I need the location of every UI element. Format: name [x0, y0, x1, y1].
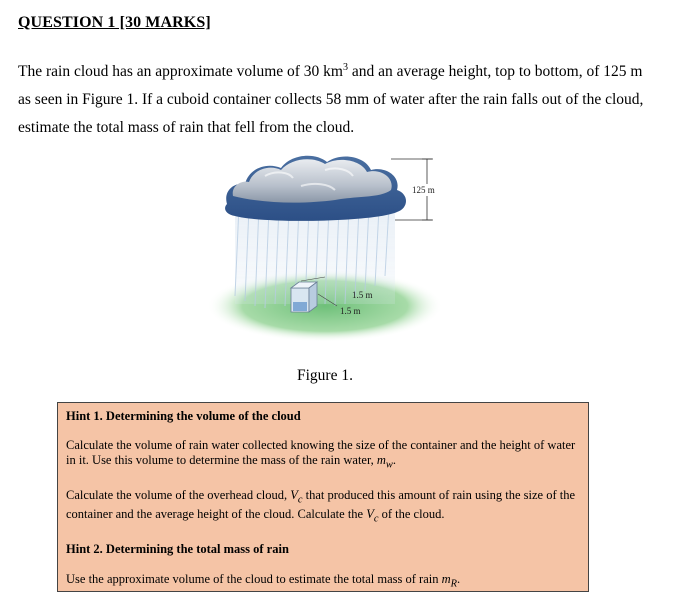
problem-text-2: and an average height, top to bottom, of 125 m as seen in Figure 1. If a cuboid container collects 58 mm of water after the rain falls out of the cloud, estimate the total mass of rain that fell from the cloud.	[18, 63, 644, 136]
figure-1	[205, 146, 455, 356]
cuboid-container	[291, 282, 317, 312]
hint1-paragraph1: Calculate the volume of rain water collected knowing the size of the container and the height of water in it. Use this volume to determine the mass of the rain water, $m_w$.	[66, 438, 576, 471]
problem-text-1: The rain cloud has an approximate volume of 30 km	[18, 63, 343, 80]
figure-caption: Figure 1.	[297, 367, 353, 384]
container-width-label: 1.5 m	[352, 290, 373, 300]
height-label: 125 m	[412, 185, 435, 195]
rain-cloud-illustration	[205, 146, 455, 356]
hint1-paragraph2: Calculate the volume of the overhead cloud, $V_c$ that produced this amount of rain using the size of the container and the average height of the cloud. Calculate the $V_c$ of the cloud.	[66, 487, 576, 525]
cube-exponent: 3	[342, 61, 348, 73]
cloud-icon	[225, 156, 406, 221]
hint2-paragraph: Use the approximate volume of the cloud to estimate the total mass of rain $m_R$.	[66, 571, 461, 589]
question-heading: QUESTION 1 [30 MARKS]	[18, 14, 211, 31]
hint2-title: Hint 2. Determining the total mass of rain	[66, 541, 289, 556]
hint1-title: Hint 1. Determining the volume of the cloud	[66, 409, 301, 423]
container-depth-label: 1.5 m	[340, 306, 361, 316]
problem-statement	[18, 58, 658, 142]
hint-box	[57, 402, 589, 592]
